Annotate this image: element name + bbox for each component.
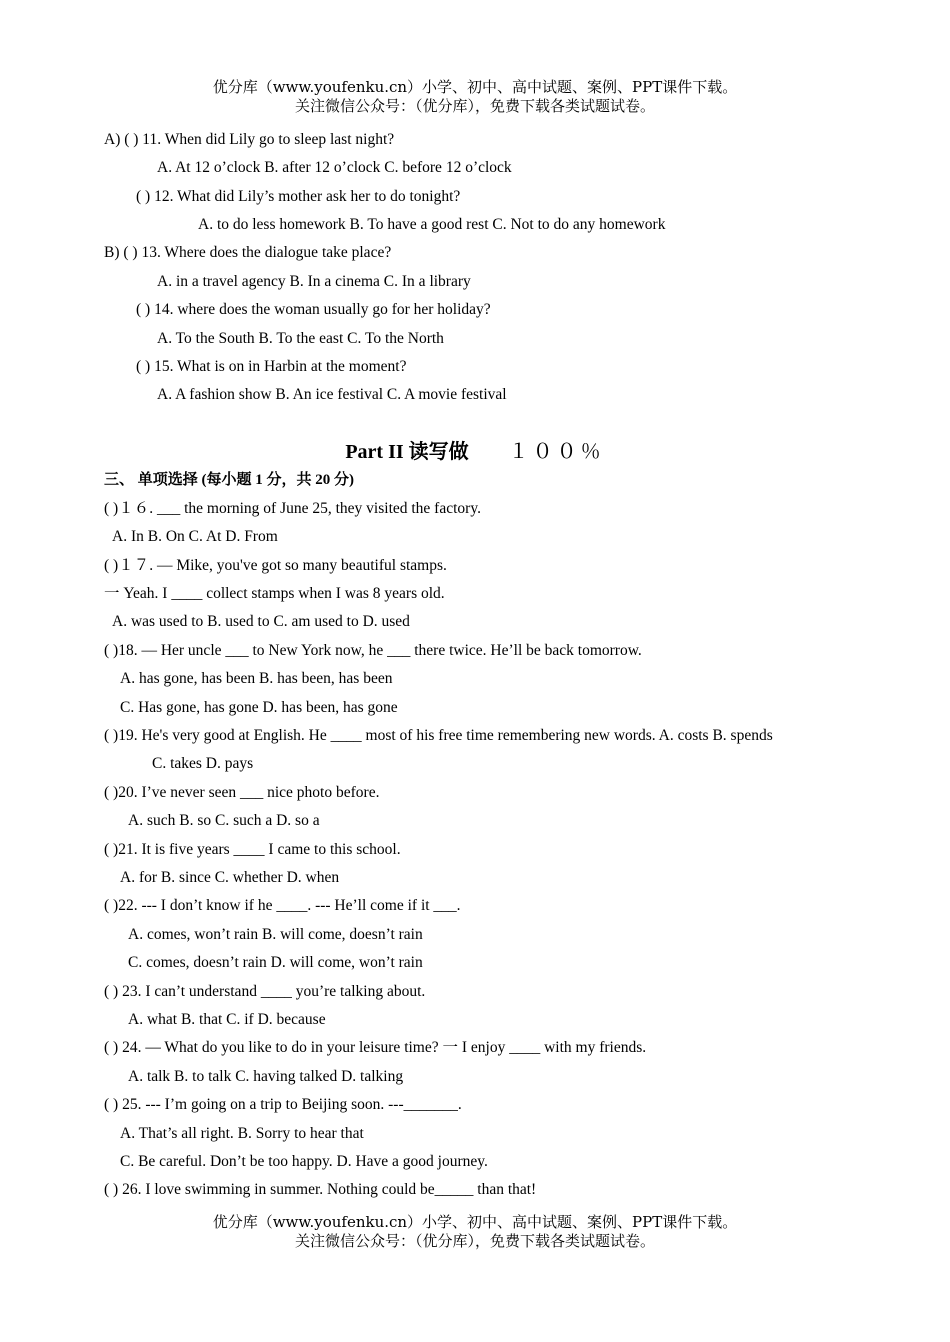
question-17-reply: 一 Yeah. I ____ collect stamps when I was 8 years old.	[104, 585, 445, 602]
options-17: A. was used to B. used to C. am used to D. used	[112, 613, 410, 630]
options-24: A. talk B. to talk C. having talked D. talking	[128, 1068, 404, 1085]
options-11: A. At 12 o’clock B. after 12 o’clock C. before 12 o’clock	[157, 159, 512, 176]
options-15: A. A fashion show B. An ice festival C. A movie festival	[157, 386, 507, 403]
options-19: C. takes D. pays	[152, 755, 254, 772]
options-23: A. what B. that C. if D. because	[128, 1011, 326, 1028]
footer-line-2: 关注微信公众号：（优分库），免费下载各类试题试卷。	[294, 1232, 655, 1250]
part-score: １００％	[508, 439, 605, 463]
options-12: A. to do less homework B. To have a good rest C. Not to do any homework	[198, 216, 666, 233]
question-16: ( )１６. ___ the morning of June 25, they visited the factory.	[104, 500, 481, 517]
question-23: ( ) 23. I can’t understand ____ you’re talking about.	[104, 983, 426, 1000]
question-18: ( )18. — Her uncle ___ to New York now, he ___ there twice. He’ll be back tomorrow.	[104, 642, 642, 659]
question-25: ( ) 25. --- I’m going on a trip to Beijing soon. ---_______.	[104, 1096, 462, 1113]
options-20: A. such B. so C. such a D. so a	[128, 812, 320, 829]
question-12: ( ) 12. What did Lily’s mother ask her to do tonight?	[136, 188, 461, 205]
section-heading: 三、 单项选择 (每小题 1 分，共 20 分)	[104, 472, 354, 488]
footer-line-1: 优分库（www.youfenku.cn）小学、初中、高中试题、案例、PPT课件下载。	[212, 1213, 738, 1231]
options-18-cd: C. Has gone, has gone D. has been, has gone	[120, 699, 398, 716]
options-25-cd: C. Be careful. Don’t be too happy. D. Have a good journey.	[120, 1153, 488, 1170]
options-13: A. in a travel agency B. In a cinema C. In a library	[157, 273, 471, 290]
options-22-ab: A. comes, won’t rain B. will come, doesn’t rain	[128, 926, 423, 943]
options-25-ab: A. That’s all right. B. Sorry to hear that	[120, 1125, 364, 1142]
question-19: ( )19. He's very good at English. He ____ most of his free time remembering new words. A. costs B. spends	[104, 727, 773, 744]
question-20: ( )20. I’ve never seen ___ nice photo before.	[104, 784, 380, 801]
header-line-1: 优分库（www.youfenku.cn）小学、初中、高中试题、案例、PPT课件下载。	[212, 78, 738, 96]
options-21: A. for B. since C. whether D. when	[120, 869, 340, 886]
page-footer	[0, 1213, 950, 1251]
options-22-cd: C. comes, doesn’t rain D. will come, won’t rain	[128, 954, 423, 971]
part-title	[0, 439, 950, 464]
options-14: A. To the South B. To the east C. To the North	[157, 330, 444, 347]
question-21: ( )21. It is five years ____ I came to this school.	[104, 841, 401, 858]
question-15: ( ) 15. What is on in Harbin at the moment?	[136, 358, 407, 375]
question-26: ( ) 26. I love swimming in summer. Nothing could be_____ than that!	[104, 1181, 537, 1198]
options-18-ab: A. has gone, has been B. has been, has been	[120, 670, 393, 687]
page-header	[0, 78, 950, 116]
question-24: ( ) 24. — What do you like to do in your leisure time? 一 I enjoy ____ with my friends.	[104, 1039, 647, 1056]
question-11: A) ( ) 11. When did Lily go to sleep last night?	[104, 131, 395, 148]
header-line-2: 关注微信公众号：（优分库），免费下载各类试题试卷。	[294, 97, 655, 115]
question-22: ( )22. --- I don’t know if he ____. --- He’ll come if it ___.	[104, 897, 461, 914]
options-16: A. In B. On C. At D. From	[112, 528, 278, 545]
question-13: B) ( ) 13. Where does the dialogue take place?	[104, 244, 392, 261]
part-title-text: Part II 读写做	[345, 441, 469, 463]
question-17: ( )１７. — Mike, you've got so many beautiful stamps.	[104, 557, 447, 574]
question-14: ( ) 14. where does the woman usually go for her holiday?	[136, 301, 491, 318]
